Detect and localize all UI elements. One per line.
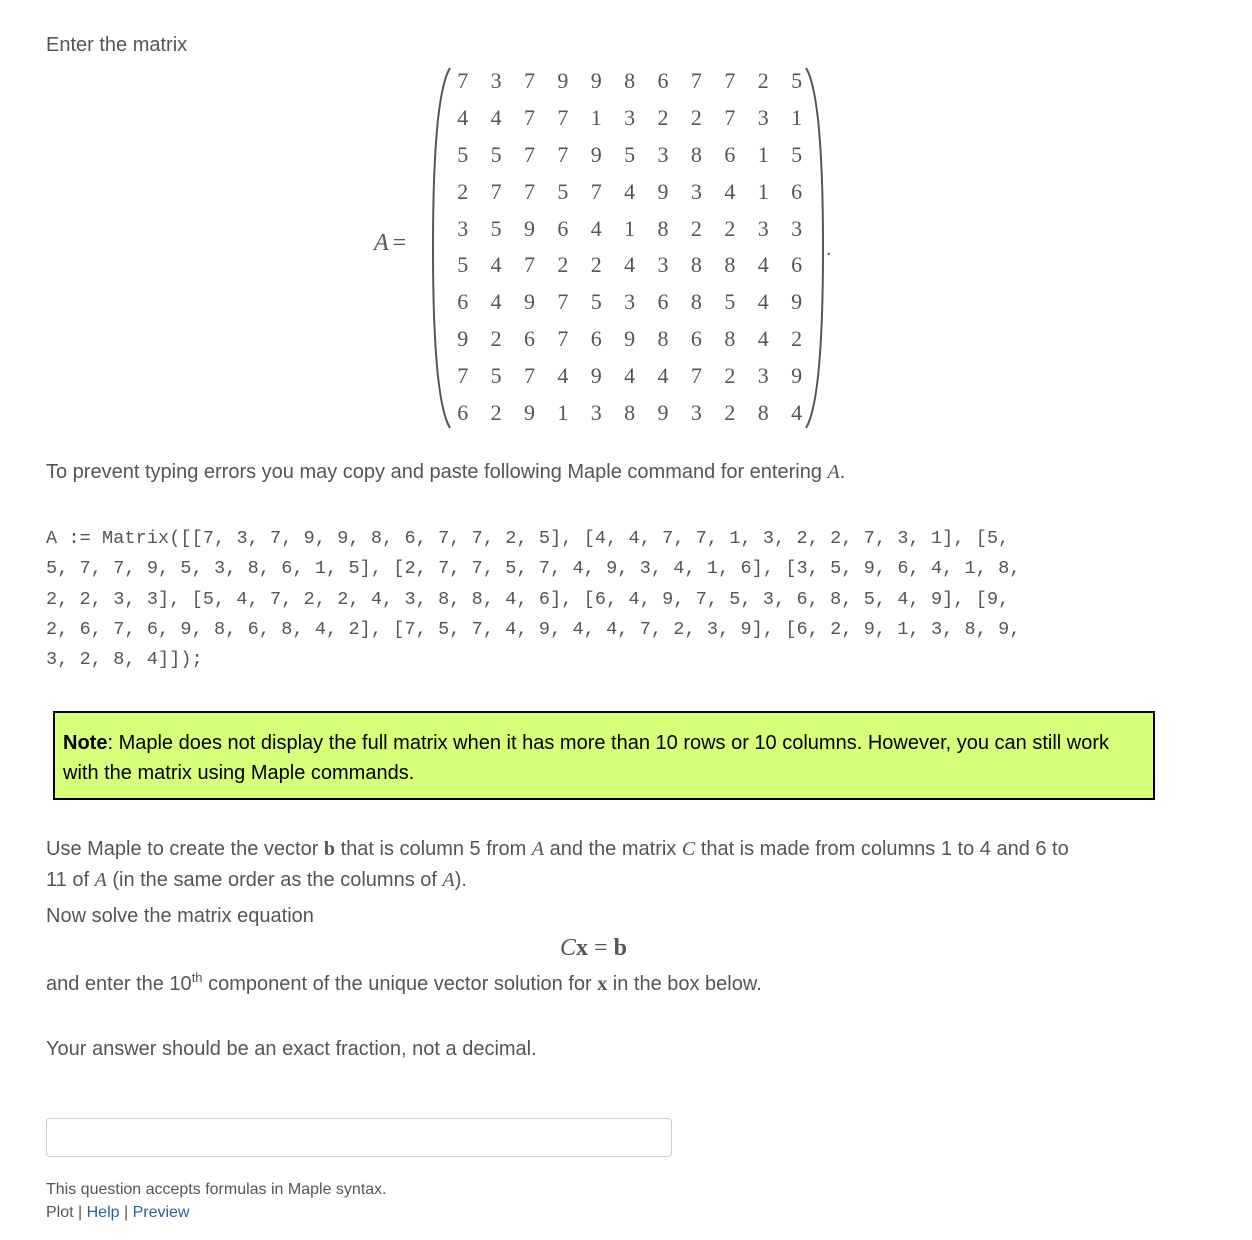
matrix-cell: 7 <box>557 105 569 131</box>
matrix-cell: 1 <box>624 215 636 241</box>
matrix-cell: 7 <box>690 362 702 388</box>
matrix-cell: 3 <box>657 252 669 278</box>
matrix-cell: 2 <box>657 105 669 131</box>
matrix-cell: 1 <box>557 399 569 425</box>
matrix-cell: 4 <box>457 105 469 131</box>
matrix-cell: 5 <box>490 141 502 167</box>
matrix-cell: 4 <box>791 399 803 425</box>
matrix-cell: 7 <box>557 289 569 315</box>
matrix-cell: 9 <box>523 215 535 241</box>
matrix-cell: 7 <box>523 178 535 204</box>
matrix-cell: 9 <box>657 399 669 425</box>
equation-b: b <box>613 935 627 961</box>
matrix-cell: 4 <box>624 362 636 388</box>
vector-x-symbol: x <box>597 973 608 995</box>
help-link[interactable]: Help <box>86 1204 120 1221</box>
matrix-cell: 2 <box>690 215 702 241</box>
matrix-cell: 5 <box>791 141 803 167</box>
matrix-cell: 9 <box>791 362 803 388</box>
separator: | <box>73 1204 87 1221</box>
matrix-cell: 7 <box>724 105 736 131</box>
matrix-label <box>374 230 406 257</box>
matrix-cell: 7 <box>724 68 736 94</box>
preview-link[interactable]: Preview <box>132 1204 190 1221</box>
right-parenthesis <box>802 66 826 430</box>
matrix-cell: 4 <box>557 362 569 388</box>
matrix-cell: 7 <box>523 68 535 94</box>
matrix-cell: 6 <box>457 289 469 315</box>
matrix-equation <box>560 934 627 962</box>
matrix-cell: 1 <box>757 141 769 167</box>
matrix-cell: 9 <box>523 289 535 315</box>
matrix-cell: 4 <box>657 362 669 388</box>
matrix-cell: 5 <box>791 68 803 94</box>
matrix-cell: 2 <box>791 325 803 351</box>
matrix-c-symbol: C <box>681 838 696 860</box>
answer-input[interactable] <box>46 1118 672 1157</box>
instruction-part: component of the unique vector solution for <box>202 973 598 995</box>
vector-b-symbol: b <box>323 838 336 860</box>
matrix-cell: 5 <box>724 289 736 315</box>
question-text-part: 11 of <box>46 869 95 891</box>
question-text-part: (in the same order as the columns of <box>106 869 443 891</box>
question-text-part: that is column 5 from <box>335 838 532 860</box>
maple-command[interactable] <box>46 524 1176 675</box>
matrix-cell: 3 <box>791 215 803 241</box>
matrix-cell: 8 <box>724 252 736 278</box>
answer-format-note: Your answer should be an exact fraction, not a decimal. <box>46 1038 537 1060</box>
matrix-cell: 4 <box>490 105 502 131</box>
matrix-cell: 6 <box>590 325 602 351</box>
matrix-cell: 2 <box>490 399 502 425</box>
question-text-part: that is made from columns 1 to 4 and 6 to <box>695 838 1069 860</box>
instruction-text <box>46 970 762 996</box>
question-text-part: ). <box>454 869 467 891</box>
matrix-cell: 2 <box>557 252 569 278</box>
matrix-a-symbol: A <box>442 869 455 891</box>
maple-command-line: 3, 2, 8, 4]]); <box>46 649 203 671</box>
matrix-row <box>446 284 813 321</box>
matrix-cell: 6 <box>457 399 469 425</box>
matrix-cell: 3 <box>757 215 769 241</box>
note-box <box>53 711 1155 800</box>
matrix-cell: 2 <box>724 399 736 425</box>
matrix-cell: 8 <box>690 141 702 167</box>
note-text: : Maple does not display the full matrix when it has more than 10 rows or 10 columns. However, you can still work with the matrix using Maple commands. <box>63 732 1110 784</box>
equation-equals: = <box>588 935 614 961</box>
matrix-cell: 3 <box>490 68 502 94</box>
matrix-cell: 2 <box>757 68 769 94</box>
matrix-cell: 7 <box>523 105 535 131</box>
matrix-a-symbol: A <box>531 838 545 860</box>
matrix-cell: 2 <box>724 215 736 241</box>
matrix-cell: 6 <box>557 215 569 241</box>
question-line-2 <box>46 865 1166 896</box>
matrix-cell: 8 <box>724 325 736 351</box>
matrix-cell: 9 <box>657 178 669 204</box>
matrix-period: . <box>826 238 832 260</box>
syntax-note: This question accepts formulas in Maple syntax. <box>46 1181 387 1198</box>
matrix-cell: 3 <box>590 399 602 425</box>
matrix-cell: 9 <box>590 141 602 167</box>
matrix-cell: 6 <box>791 252 803 278</box>
matrix-cell: 2 <box>457 178 469 204</box>
matrix-cell: 5 <box>457 141 469 167</box>
matrix-cell: 7 <box>557 325 569 351</box>
matrix-cell: 6 <box>791 178 803 204</box>
matrix-cell: 7 <box>457 68 469 94</box>
matrix-cell: 9 <box>791 289 803 315</box>
copy-hint-text: To prevent typing errors you may copy and paste following Maple command for entering <box>46 461 828 483</box>
matrix-cell: 6 <box>657 68 669 94</box>
matrix-cell: 8 <box>624 68 636 94</box>
separator: | <box>119 1204 133 1221</box>
matrix-grid <box>446 63 813 431</box>
question-line-3: Now solve the matrix equation <box>46 905 314 927</box>
matrix-cell: 1 <box>791 105 803 131</box>
matrix-row <box>446 247 813 284</box>
matrix-cell: 2 <box>724 362 736 388</box>
matrix-cell: 2 <box>590 252 602 278</box>
matrix-row <box>446 63 813 100</box>
matrix-cell: 7 <box>523 362 535 388</box>
copy-hint-end: . <box>839 461 846 483</box>
question-text <box>46 834 1166 932</box>
matrix-a-symbol: A <box>94 869 107 891</box>
matrix-cell: 3 <box>624 289 636 315</box>
matrix-cell: 3 <box>457 215 469 241</box>
matrix-cell: 4 <box>590 215 602 241</box>
maple-command-line <box>46 524 1176 554</box>
matrix-cell: 8 <box>657 325 669 351</box>
matrix-cell: 4 <box>624 252 636 278</box>
maple-command-text: ([[7, 3, 7, 9, 9, 8, 6, 7, 7, 2, 5], [4, 4, 7, 7, 1, 3, 2, 2, 7, 3, 1], [5, <box>169 528 1010 549</box>
matrix-cell: 8 <box>690 252 702 278</box>
matrix-cell: 5 <box>590 289 602 315</box>
matrix-cell: 4 <box>757 289 769 315</box>
matrix-row <box>446 321 813 358</box>
equation-x: x <box>576 935 589 961</box>
ordinal-suffix: th <box>191 970 203 985</box>
matrix-equals: = <box>392 230 407 256</box>
matrix-row <box>446 357 813 394</box>
copy-hint-symbol: A <box>827 461 840 483</box>
matrix-row <box>446 137 813 174</box>
matrix-cell: 8 <box>657 215 669 241</box>
matrix-cell: 2 <box>690 105 702 131</box>
matrix-cell: 5 <box>490 362 502 388</box>
matrix-cell: 7 <box>490 178 502 204</box>
matrix-cell: 9 <box>523 399 535 425</box>
matrix-cell: 9 <box>624 325 636 351</box>
matrix-cell: 6 <box>724 141 736 167</box>
matrix-row <box>446 173 813 210</box>
matrix-cell: 8 <box>624 399 636 425</box>
matrix-cell: 7 <box>457 362 469 388</box>
matrix-row <box>446 394 813 431</box>
matrix-symbol: A <box>374 230 389 256</box>
matrix-cell: 3 <box>757 105 769 131</box>
matrix-cell: 7 <box>523 252 535 278</box>
matrix-cell: 3 <box>690 178 702 204</box>
matrix-cell: 9 <box>457 325 469 351</box>
plot-label: Plot <box>46 1204 74 1221</box>
matrix-cell: 5 <box>457 252 469 278</box>
question-text-part: and the matrix <box>544 838 682 860</box>
note-label: Note <box>63 732 108 754</box>
matrix-cell: 6 <box>690 325 702 351</box>
matrix-cell: 7 <box>557 141 569 167</box>
matrix-cell: 4 <box>757 325 769 351</box>
question-text-part: Use Maple to create the vector <box>46 838 324 860</box>
instruction-part: in the box below. <box>607 973 762 995</box>
matrix-cell: 3 <box>690 399 702 425</box>
footer-links <box>46 1204 189 1222</box>
matrix-cell: 4 <box>490 252 502 278</box>
matrix-cell: 9 <box>590 362 602 388</box>
maple-command-prefix: A := Matrix <box>46 528 170 549</box>
matrix-cell: 9 <box>557 68 569 94</box>
maple-command-line: 5, 7, 7, 9, 5, 3, 8, 6, 1, 5], [2, 7, 7, 5, 7, 4, 9, 3, 4, 1, 6], [3, 5, 9, 6, 4, 1, 8, <box>46 558 1021 580</box>
instruction-part: and enter the 10 <box>46 973 192 995</box>
question-line-1 <box>46 834 1166 865</box>
matrix-cell: 4 <box>624 178 636 204</box>
matrix-cell: 6 <box>523 325 535 351</box>
copy-hint <box>46 461 845 484</box>
maple-command-line: 2, 6, 7, 6, 9, 8, 6, 8, 4, 2], [7, 5, 7, 4, 9, 4, 4, 7, 2, 3, 9], [6, 2, 9, 1, 3, 8, 9, <box>46 618 1021 640</box>
intro-text: Enter the matrix <box>46 34 188 56</box>
matrix-cell: 9 <box>590 68 602 94</box>
matrix-cell: 7 <box>523 141 535 167</box>
matrix-cell: 7 <box>690 68 702 94</box>
matrix-cell: 5 <box>624 141 636 167</box>
matrix-cell: 3 <box>657 141 669 167</box>
matrix-cell: 8 <box>690 289 702 315</box>
matrix-cell: 4 <box>724 178 736 204</box>
matrix-cell: 8 <box>757 399 769 425</box>
matrix-cell: 7 <box>590 178 602 204</box>
matrix-cell: 5 <box>557 178 569 204</box>
matrix-row <box>446 210 813 247</box>
matrix-cell: 1 <box>757 178 769 204</box>
matrix-cell: 1 <box>590 105 602 131</box>
matrix-cell: 2 <box>490 325 502 351</box>
matrix-cell: 3 <box>624 105 636 131</box>
equation-c: C <box>560 935 577 961</box>
maple-command-line: 2, 2, 3, 3], [5, 4, 7, 2, 2, 4, 3, 8, 8, 4, 6], [6, 4, 9, 7, 5, 3, 6, 8, 5, 4, 9], [9, <box>46 588 1010 610</box>
matrix-row <box>446 100 813 137</box>
matrix-cell: 3 <box>757 362 769 388</box>
matrix-cell: 4 <box>490 289 502 315</box>
matrix-cell: 5 <box>490 215 502 241</box>
matrix-cell: 4 <box>757 252 769 278</box>
matrix-cell: 6 <box>657 289 669 315</box>
